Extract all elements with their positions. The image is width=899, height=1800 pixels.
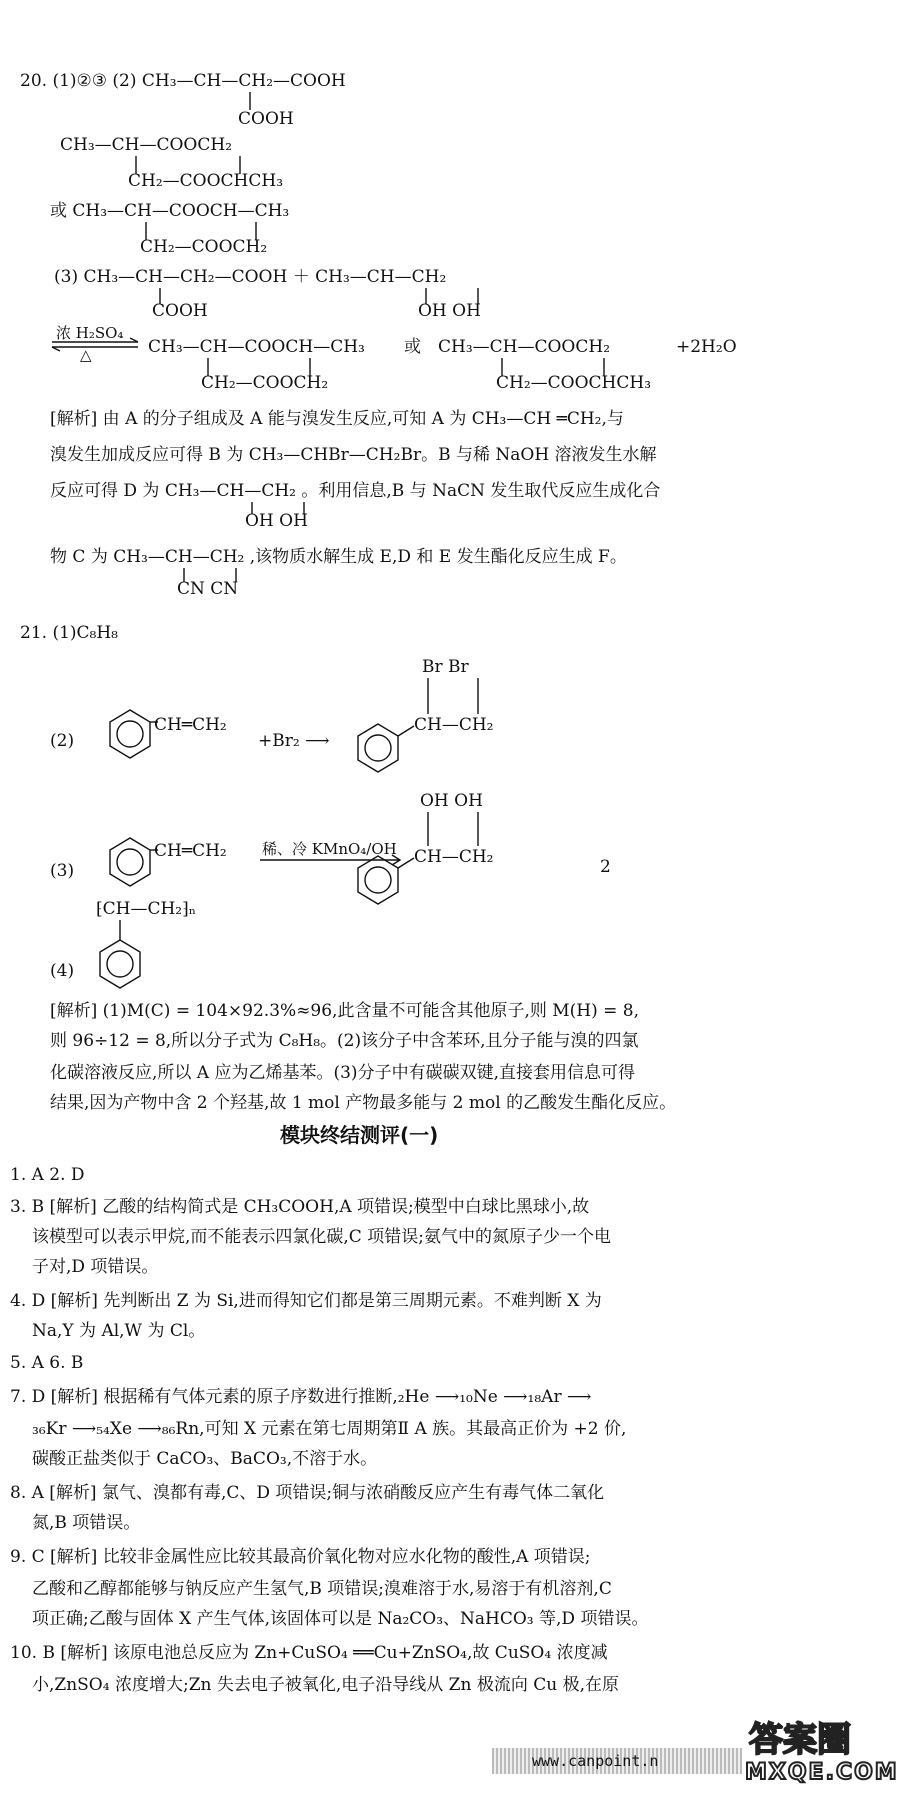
answer-line: 10. B [解析] 该原电池总反应为 Zn+CuSO₄ ══Cu+ZnSO₄,故 CuSO₄ 浓度减	[10, 1643, 608, 1663]
answer-line: 该模型可以表示甲烷,而不能表示四氯化碳,C 项错误;氨气中的氮原子少一个电	[32, 1227, 611, 1247]
q21-br: Br Br	[422, 657, 469, 677]
q20-product1-top: CH₃—CH—COOCH—CH₃	[148, 337, 365, 357]
q20-condition-top: 浓 H₂SO₄	[56, 324, 124, 342]
answer-line: 碳酸正盐类似于 CaCO₃、BaCO₃,不溶于水。	[32, 1449, 378, 1469]
answer-line: ₃₆Kr ⟶₅₄Xe ⟶₈₆Rn,可知 X 元素在第七周期第Ⅱ A 族。其最高正价为 +2 价,	[32, 1419, 627, 1439]
answer-line: 1. A 2. D	[10, 1165, 85, 1185]
answer-line: 氮,B 项错误。	[32, 1513, 141, 1533]
q20-ester1-top: CH₃—CH—COOCH₂	[60, 135, 233, 155]
q20-water: +2H₂O	[676, 337, 737, 357]
q20-line1: 20. (1)②③ (2) CH₃—CH—CH₂—COOH	[20, 71, 346, 91]
q21-part2-plus: +Br₂ ⟶	[258, 731, 330, 751]
q21-line1: 21. (1)C₈H₈	[20, 623, 118, 643]
answer-line: 7. D [解析] 根据稀有气体元素的原子序数进行推断,₂He ⟶₁₀Ne ⟶₁₈Ar ⟶	[10, 1387, 592, 1407]
benzene-ring	[100, 940, 140, 988]
q21-part4-polymer: ⁅CH—CH₂⁆ₙ	[96, 899, 197, 919]
answer-line: 5. A 6. B	[10, 1353, 84, 1373]
q20-explanation-2: 溴发生加成反应可得 B 为 CH₃—CHBr—CH₂Br。B 与稀 NaOH 溶液发生水解	[50, 445, 657, 465]
q20-explanation-1: [解析] 由 A 的分子组成及 A 能与溴发生反应,可知 A 为 CH₃—CH ═CH₂,与	[50, 409, 624, 429]
q20-product1-bottom: CH₂—COOCH₂	[201, 373, 329, 393]
q21-part3-reactant: CH═CH₂	[154, 841, 227, 861]
answer-line: 4. D [解析] 先判断出 Z 为 Si,进而得知它们都是第三周期元素。不难判断 X 为	[10, 1291, 602, 1311]
footer-url: www.canpoint.n	[492, 1748, 742, 1774]
q21-part3-condition: 稀、冷 KMnO₄/OH	[262, 840, 397, 858]
section-title: 模块终结测评(一)	[280, 1123, 439, 1147]
watermark-logo	[745, 1720, 899, 1795]
q20-explanation-4-cn: CN CN	[177, 579, 239, 599]
q21-part3-label: (3)	[50, 861, 75, 881]
answer-line: 乙酸和乙醇都能够与钠反应产生氢气,B 项错误;溴难溶于水,易溶于有机溶剂,C	[32, 1579, 612, 1599]
answer-line: 8. A [解析] 氯气、溴都有毒,C、D 项错误;铜与浓硝酸反应产生有毒气体二氧化	[10, 1483, 605, 1503]
answer-line: Na,Y 为 Al,W 为 Cl。	[32, 1321, 206, 1341]
q20-ester1-bottom: CH₂—COOCHCH₃	[128, 171, 284, 191]
answer-line: 3. B [解析] 乙酸的结构简式是 CH₃COOH,A 项错误;模型中白球比黑球小,故	[10, 1197, 590, 1217]
q21-part2-product: CH—CH₂	[414, 715, 494, 735]
answer-line: 子对,D 项错误。	[32, 1257, 159, 1277]
q20-product2-bottom: CH₂—COOCHCH₃	[496, 373, 652, 393]
benzene-ring	[110, 838, 158, 886]
q20-explanation-3: 反应可得 D 为 CH₃—CH—CH₂ 。利用信息,B 与 NaCN 发生取代反应生成化合	[50, 481, 661, 501]
answer-line: 小,ZnSO₄ 浓度增大;Zn 失去电子被氧化,电子沿导线从 Zn 极流向 Cu 极,在原	[32, 1675, 619, 1695]
answer-line: 项正确;乙酸与固体 X 产生气体,该固体可以是 Na₂CO₃、NaHCO₃ 等,D 项错误。	[32, 1609, 649, 1629]
q20-explanation-3-oh: OH OH	[245, 511, 308, 531]
q20-condition-bottom: △	[80, 346, 92, 364]
q21-part2-reactant: CH═CH₂	[154, 715, 227, 735]
q20-product2-top: CH₃—CH—COOCH₂	[438, 337, 611, 357]
q21-explanation-1: [解析] (1)M(C) = 104×92.3%≈96,此含量不可能含其他原子,则 M(H) = 8,	[50, 1001, 640, 1021]
q20-reaction-cooh: COOH	[152, 301, 208, 321]
q21-explanation-4: 结果,因为产物中含 2 个羟基,故 1 mol 产物最多能与 2 mol 的乙酸发生酯化反应。	[50, 1093, 677, 1113]
q21-explanation-3: 化碳溶液反应,所以 A 应为乙烯基苯。(3)分子中有碳碳双键,直接套用信息可得	[50, 1063, 635, 1083]
answer-line: 9. C [解析] 比较非金属性应比较其最高价氧化物对应水化物的酸性,A 项错误;	[10, 1547, 591, 1567]
q20-reaction-oh: OH OH	[418, 301, 481, 321]
q20-explanation-4: 物 C 为 CH₃—CH—CH₂ ,该物质水解生成 E,D 和 E 发生酯化反应生成 F。	[50, 547, 627, 567]
q20-cooh: COOH	[238, 109, 294, 129]
q21-explanation-2: 则 96÷12 = 8,所以分子式为 C₈H₈。(2)该分子中含苯环,且分子能与溴的四氯	[50, 1031, 639, 1051]
watermark-bottom: MXQE.COM	[745, 1760, 899, 1785]
q21-part4-label: (4)	[50, 961, 75, 981]
q21-part2-label: (2)	[50, 731, 75, 751]
q21-part3-number: 2	[600, 857, 611, 877]
q21-oh: OH OH	[420, 791, 483, 811]
benzene-ring	[110, 710, 158, 758]
q20-ester2-top: 或 CH₃—CH—COOCH—CH₃	[50, 201, 290, 221]
benzene-ring	[358, 856, 414, 904]
q20-reaction-line: (3) CH₃—CH—CH₂—COOH ＋ CH₃—CH—CH₂	[54, 267, 447, 287]
q20-or: 或	[404, 337, 421, 357]
watermark-top: 答案圈	[749, 1720, 851, 1760]
q21-part3-product: CH—CH₂	[414, 847, 494, 867]
q20-ester2-bottom: CH₂—COOCH₂	[140, 237, 268, 257]
benzene-ring	[358, 724, 414, 772]
